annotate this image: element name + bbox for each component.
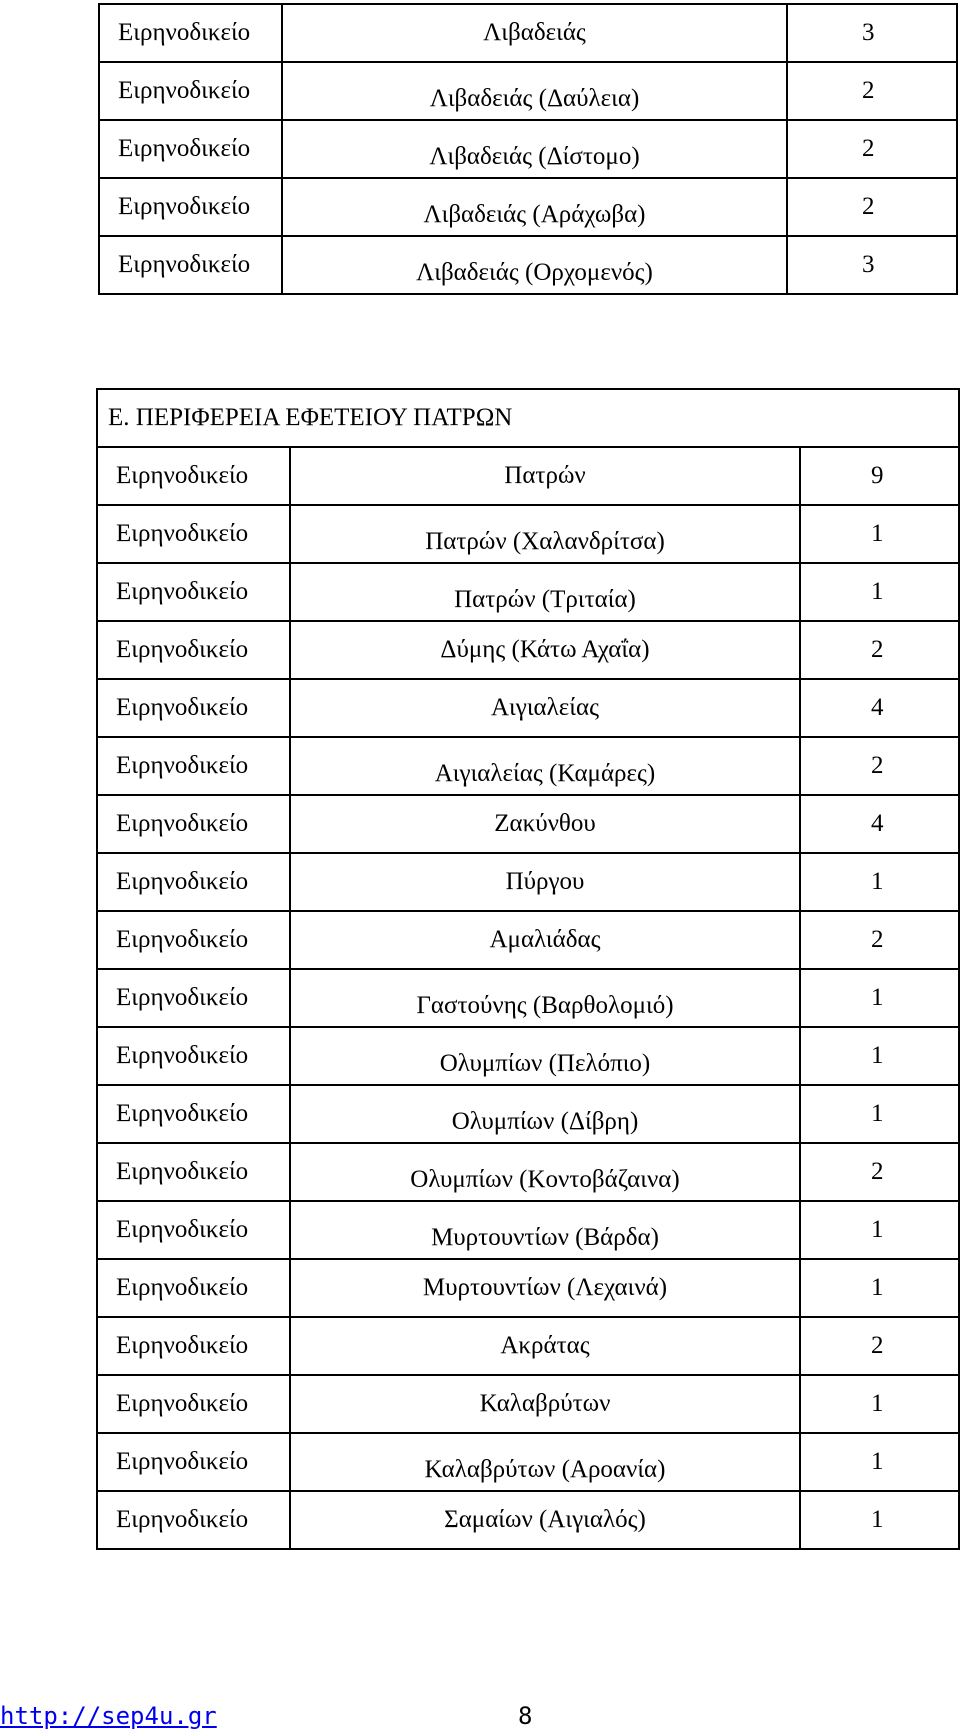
court-type-cell: Ειρηνοδικείο [99, 4, 282, 62]
court-type-cell: Ειρηνοδικείο [97, 911, 290, 969]
table-row [97, 1085, 959, 1143]
court-count-cell: 4 [800, 679, 959, 737]
court-count-cell: 1 [800, 853, 959, 911]
court-count-cell: 1 [800, 1201, 959, 1259]
court-type-cell: Ειρηνοδικείο [97, 1259, 290, 1317]
court-name-cell: Γαστούνης (Βαρθολομιό) [290, 969, 800, 1027]
table-row [99, 236, 957, 294]
court-count-cell: 3 [787, 4, 957, 62]
table-row [97, 1259, 959, 1317]
court-name-cell: Καλαβρύτων (Αροανία) [290, 1433, 800, 1491]
court-count-cell: 3 [787, 236, 957, 294]
court-type-cell: Ειρηνοδικείο [97, 1143, 290, 1201]
table-row [97, 1027, 959, 1085]
court-count-cell: 1 [800, 1433, 959, 1491]
court-name-cell: Ολυμπίων (Δίβρη) [290, 1085, 800, 1143]
table-row [97, 1201, 959, 1259]
court-count-cell: 9 [800, 447, 959, 505]
court-name-cell: Σαμαίων (Αιγιαλός) [290, 1491, 800, 1549]
court-name-cell: Λιβαδειάς (Αράχωβα) [282, 178, 787, 236]
court-count-cell: 2 [800, 1317, 959, 1375]
table-row [97, 1433, 959, 1491]
table-row [99, 4, 957, 62]
court-count-cell: 1 [800, 1259, 959, 1317]
table-row [97, 679, 959, 737]
court-type-cell: Ειρηνοδικείο [99, 62, 282, 120]
court-type-cell: Ειρηνοδικείο [97, 1085, 290, 1143]
court-count-cell: 2 [787, 120, 957, 178]
court-name-cell: Αιγιαλείας (Καμάρες) [290, 737, 800, 795]
court-type-cell: Ειρηνοδικείο [97, 1375, 290, 1433]
table-row [97, 1317, 959, 1375]
court-name-cell: Λιβαδειάς (Ορχομενός) [282, 236, 787, 294]
court-count-cell: 2 [800, 911, 959, 969]
table-row [97, 1375, 959, 1433]
court-count-cell: 2 [800, 737, 959, 795]
page-footer [0, 1702, 960, 1732]
court-count-cell: 1 [800, 1085, 959, 1143]
table-row [97, 969, 959, 1027]
court-type-cell: Ειρηνοδικείο [99, 178, 282, 236]
table-row [97, 1143, 959, 1201]
court-name-cell: Πατρών (Τριταία) [290, 563, 800, 621]
court-count-cell: 2 [800, 621, 959, 679]
table-row [97, 563, 959, 621]
table-row [97, 1491, 959, 1549]
court-name-cell: Μυρτουντίων (Λεχαινά) [290, 1259, 800, 1317]
court-type-cell: Ειρηνοδικείο [97, 853, 290, 911]
table-row [97, 853, 959, 911]
region-header-row [97, 389, 959, 447]
court-name-cell: Πατρών (Χαλανδρίτσα) [290, 505, 800, 563]
court-name-cell: Ζακύνθου [290, 795, 800, 853]
footer-link[interactable]: http://sep4u.gr [0, 1702, 217, 1730]
court-name-cell: Δύμης (Κάτω Αχαΐα) [290, 621, 800, 679]
table-row [97, 447, 959, 505]
page-number: 8 [518, 1702, 533, 1730]
court-name-cell: Καλαβρύτων [290, 1375, 800, 1433]
court-count-cell: 1 [800, 1027, 959, 1085]
table-row [97, 505, 959, 563]
court-type-cell: Ειρηνοδικείο [97, 621, 290, 679]
table-row [97, 621, 959, 679]
court-name-cell: Λιβαδειάς [282, 4, 787, 62]
court-name-cell: Ολυμπίων (Πελόπιο) [290, 1027, 800, 1085]
court-count-cell: 1 [800, 563, 959, 621]
table-row [97, 737, 959, 795]
court-name-cell: Μυρτουντίων (Βάρδα) [290, 1201, 800, 1259]
court-count-cell: 2 [800, 1143, 959, 1201]
court-count-cell: 2 [787, 62, 957, 120]
court-name-cell: Ακράτας [290, 1317, 800, 1375]
court-name-cell: Αιγιαλείας [290, 679, 800, 737]
court-type-cell: Ειρηνοδικείο [97, 969, 290, 1027]
table-row [99, 120, 957, 178]
court-name-cell: Αμαλιάδας [290, 911, 800, 969]
court-type-cell: Ειρηνοδικείο [99, 236, 282, 294]
court-type-cell: Ειρηνοδικείο [97, 795, 290, 853]
court-name-cell: Πατρών [290, 447, 800, 505]
court-type-cell: Ειρηνοδικείο [97, 679, 290, 737]
court-type-cell: Ειρηνοδικείο [97, 737, 290, 795]
court-type-cell: Ειρηνοδικείο [97, 447, 290, 505]
court-name-cell: Λιβαδειάς (Δίστομο) [282, 120, 787, 178]
court-name-cell: Ολυμπίων (Κοντοβάζαινα) [290, 1143, 800, 1201]
court-type-cell: Ειρηνοδικείο [97, 1201, 290, 1259]
court-count-cell: 1 [800, 969, 959, 1027]
courts-table-patras [96, 388, 960, 1550]
court-type-cell: Ειρηνοδικείο [97, 563, 290, 621]
court-count-cell: 1 [800, 1375, 959, 1433]
court-count-cell: 1 [800, 1491, 959, 1549]
court-type-cell: Ειρηνοδικείο [97, 1491, 290, 1549]
table-row [99, 178, 957, 236]
court-count-cell: 1 [800, 505, 959, 563]
courts-table-livadeia [98, 3, 958, 295]
court-type-cell: Ειρηνοδικείο [97, 1433, 290, 1491]
court-type-cell: Ειρηνοδικείο [97, 1027, 290, 1085]
table-row [99, 62, 957, 120]
court-count-cell: 2 [787, 178, 957, 236]
court-name-cell: Λιβαδειάς (Δαύλεια) [282, 62, 787, 120]
court-type-cell: Ειρηνοδικείο [97, 505, 290, 563]
region-header: Ε. ΠΕΡΙΦΕΡΕΙΑ ΕΦΕΤΕΙΟΥ ΠΑΤΡΩΝ [97, 389, 959, 447]
court-name-cell: Πύργου [290, 853, 800, 911]
table-row [97, 911, 959, 969]
court-count-cell: 4 [800, 795, 959, 853]
court-type-cell: Ειρηνοδικείο [99, 120, 282, 178]
court-type-cell: Ειρηνοδικείο [97, 1317, 290, 1375]
table-row [97, 795, 959, 853]
